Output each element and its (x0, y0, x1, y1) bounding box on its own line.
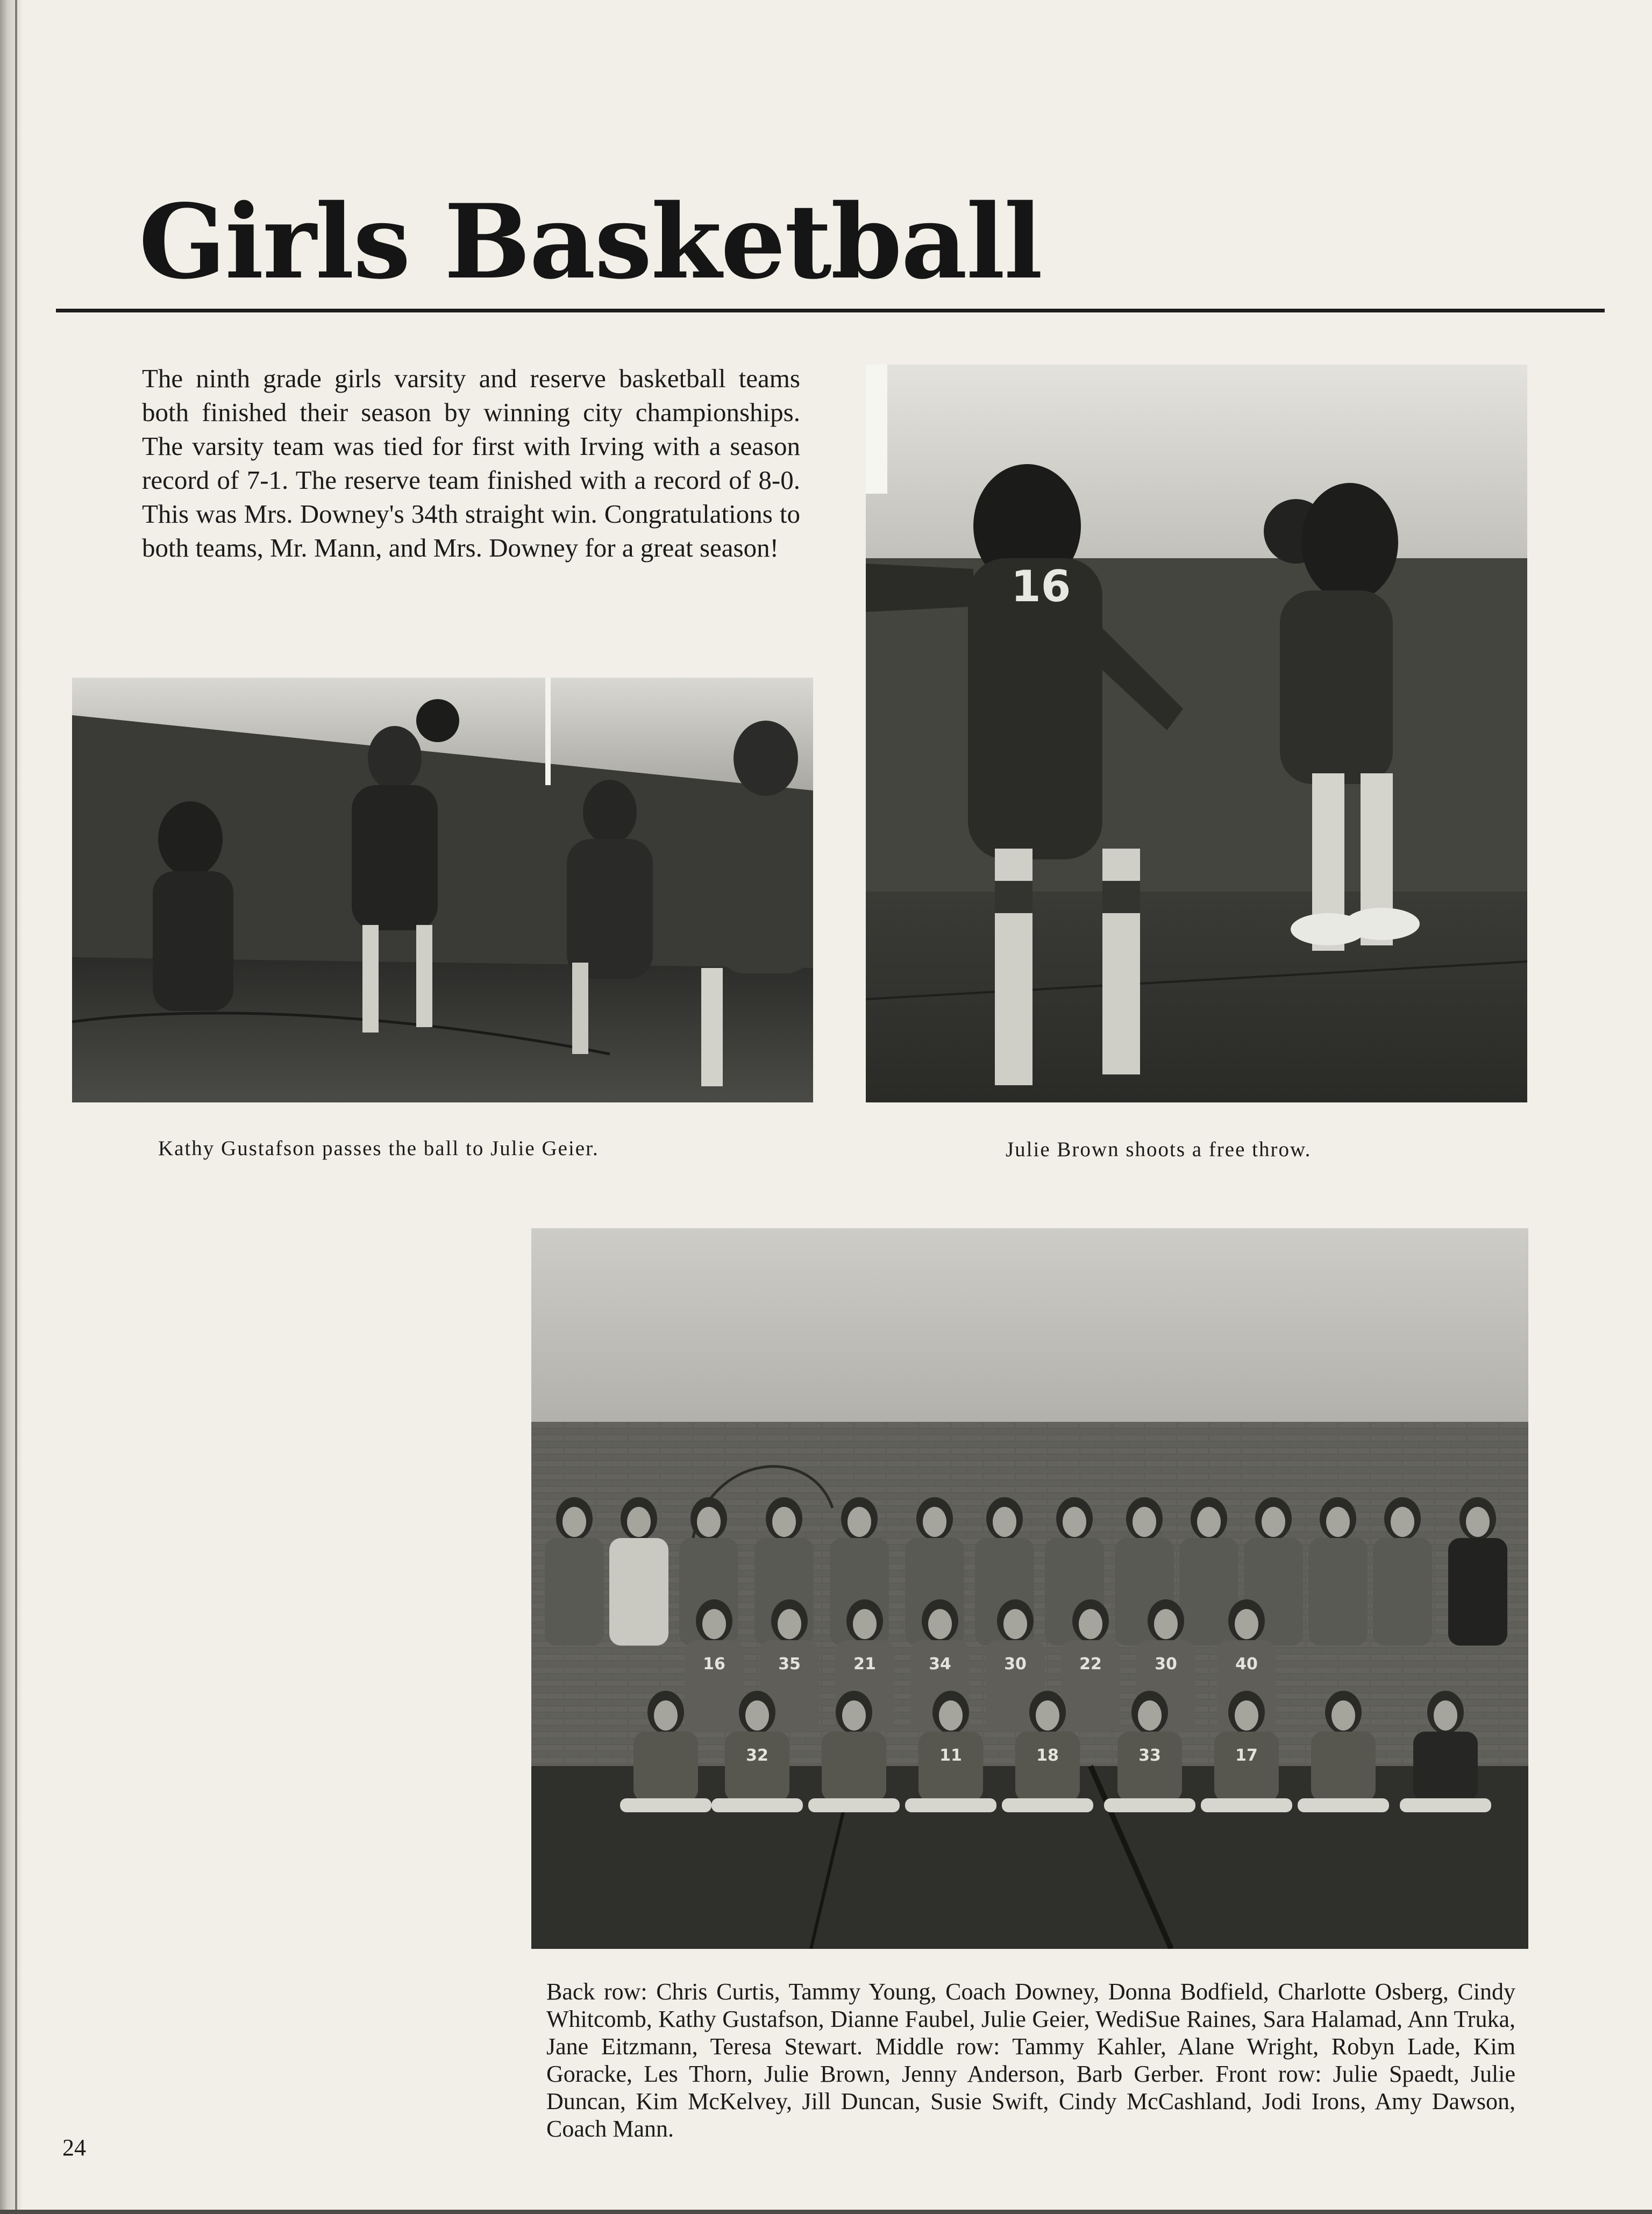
jersey-16-label: 16 (1011, 561, 1071, 611)
photo-team-image (531, 1228, 1528, 1949)
title-rule (56, 309, 1605, 312)
jersey-number: 30 (1004, 1655, 1027, 1674)
crossed-legs (620, 1798, 711, 1812)
crossed-legs (1104, 1798, 1195, 1812)
jersey-number: 18 (1036, 1746, 1059, 1765)
photo-team (531, 1228, 1528, 1949)
jersey-number: 21 (853, 1655, 876, 1674)
photo-freethrow-image (866, 365, 1527, 1102)
jersey-number: 11 (939, 1746, 962, 1765)
jersey-number: 16 (703, 1655, 725, 1674)
jersey-number: 40 (1235, 1655, 1258, 1674)
jersey-number: 17 (1235, 1746, 1258, 1765)
intro-paragraph: The ninth grade girls varsity and reserve basketball teams both finished their season by winning city championships. The varsity team was tied for first with Irving with a season record of 7-1. The reserve team finished with a record of 8-0. This was Mrs. Downey's 34th straight win. Congratulations to both teams, Mr. Mann, and Mrs. Downey for a great season! (142, 364, 800, 563)
photo-team-caption: Back row: Chris Curtis, Tammy Young, Coach Downey, Donna Bodfield, Charlotte Osberg, Cindy Whitcomb, Kathy Gustafson, Dianne Faubel, Julie Geier, WediSue Raines, Sara Halamad, Ann Truka, Jane Eitzmann, Teresa Stewart. Middle row: Tammy Kahler, Alane Wright, Robyn Lade, Kim Goracke, Les Thorn, Julie Brown, Jenny Anderson, Barb Gerber. Front row: Julie Spaedt, Julie Duncan, Kim McKelvey, Jill Duncan, Susie Swift, Cindy McCashland, Jodi Irons, Amy Dawson, Coach Mann. (546, 1978, 1515, 2142)
bottom-edge (0, 2210, 1652, 2214)
jersey-number: 32 (746, 1746, 768, 1765)
crossed-legs (1400, 1798, 1491, 1812)
crossed-legs (905, 1798, 996, 1812)
photo-freethrow-caption: Julie Brown shoots a free throw. (1006, 1138, 1312, 1161)
binding-line (15, 0, 17, 2214)
crossed-legs (1002, 1798, 1093, 1812)
crossed-legs (1298, 1798, 1389, 1812)
jersey-number: 35 (778, 1655, 801, 1674)
photo-passing (72, 678, 813, 1102)
crossed-legs (1201, 1798, 1292, 1812)
binding-edge (0, 0, 22, 2214)
jersey-number: 34 (929, 1655, 951, 1674)
page-number: 24 (62, 2134, 86, 2161)
crossed-legs (711, 1798, 803, 1812)
jersey-number: 30 (1155, 1655, 1177, 1674)
jersey-number: 33 (1138, 1746, 1161, 1765)
photo-passing-image (72, 678, 813, 1102)
page-title: Girls Basketball (139, 182, 1042, 302)
crossed-legs (808, 1798, 900, 1812)
photo-freethrow (866, 365, 1527, 1102)
photo-passing-caption: Kathy Gustafson passes the ball to Julie Geier. (158, 1137, 599, 1160)
jersey-number: 22 (1079, 1655, 1102, 1674)
